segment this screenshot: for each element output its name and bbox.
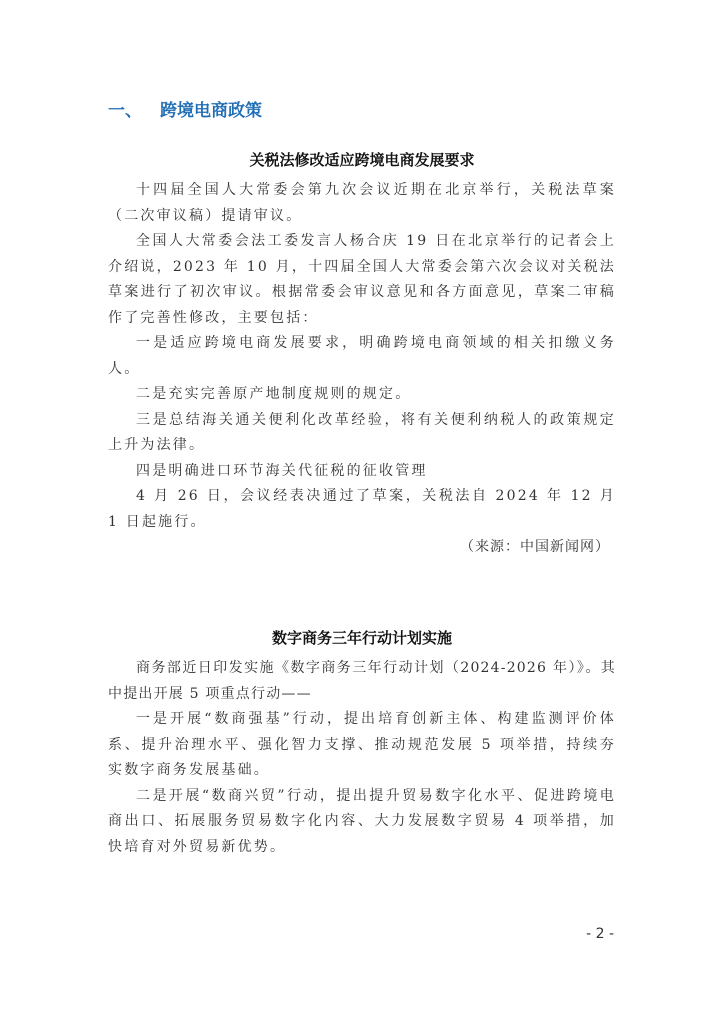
article-digital-commerce [108, 626, 616, 860]
article-source: （来源：中国新闻网） [460, 539, 610, 555]
article-paragraph: 一是开展“数商强基”行动，提出培育创新主体、构建监测评价体系、提升治理水平、强化智力支撑、推动规范发展 5 项举措，持续夯实数字商务发展基础。 [108, 711, 616, 778]
section-number: 一、 [108, 101, 142, 121]
article-title: 数字商务三年行动计划实施 [271, 629, 452, 647]
article-paragraph: 十四届全国人大常委会第九次会议近期在北京举行，关税法草案（二次审议稿）提请审议。 [108, 182, 616, 224]
article-paragraph: 二是开展“数商兴贸”行动，提出提升贸易数字化水平、促进跨境电商出口、拓展服务贸易数字化内容、大力发展数字贸易 4 项举措，加快培育对外贸易新优势。 [108, 787, 616, 855]
article-paragraph: 一是适应跨境电商发展要求，明确跨境电商领域的相关扣缴义务人。 [108, 335, 616, 377]
page-number: - 2 - [586, 926, 614, 942]
article-paragraph: 全国人大常委会法工委发言人杨合庆 19 日在北京举行的记者会上介绍说，2023 年 10 月，十四届全国人大常委会第六次会议对关税法草案进行了初次审议。根据常委会审议意见和各方面意见，草案二审稿作了完善性修改，主要包括： [108, 233, 616, 326]
article-paragraph: 4 月 26 日，会议经表决通过了草案，关税法自 2024 年 12 月 1 日起施行。 [108, 488, 616, 530]
article-paragraph: 二是充实完善原产地制度规则的规定。 [136, 386, 412, 402]
article-title: 关税法修改适应跨境电商发展要求 [249, 151, 475, 169]
section-heading [108, 96, 262, 121]
article-paragraph: 四是明确进口环节海关代征税的征收管理 [136, 462, 428, 479]
article-paragraph: 三是总结海关通关便利化改革经验，将有关便利纳税人的政策规定上升为法律。 [108, 411, 616, 453]
article-customs-law [108, 148, 616, 561]
article-paragraph: 商务部近日印发实施《数字商务三年行动计划（2024-2026 年）》。其中提出开展 5 项重点行动—— [108, 660, 616, 702]
section-title-text: 跨境电商政策 [160, 101, 262, 121]
